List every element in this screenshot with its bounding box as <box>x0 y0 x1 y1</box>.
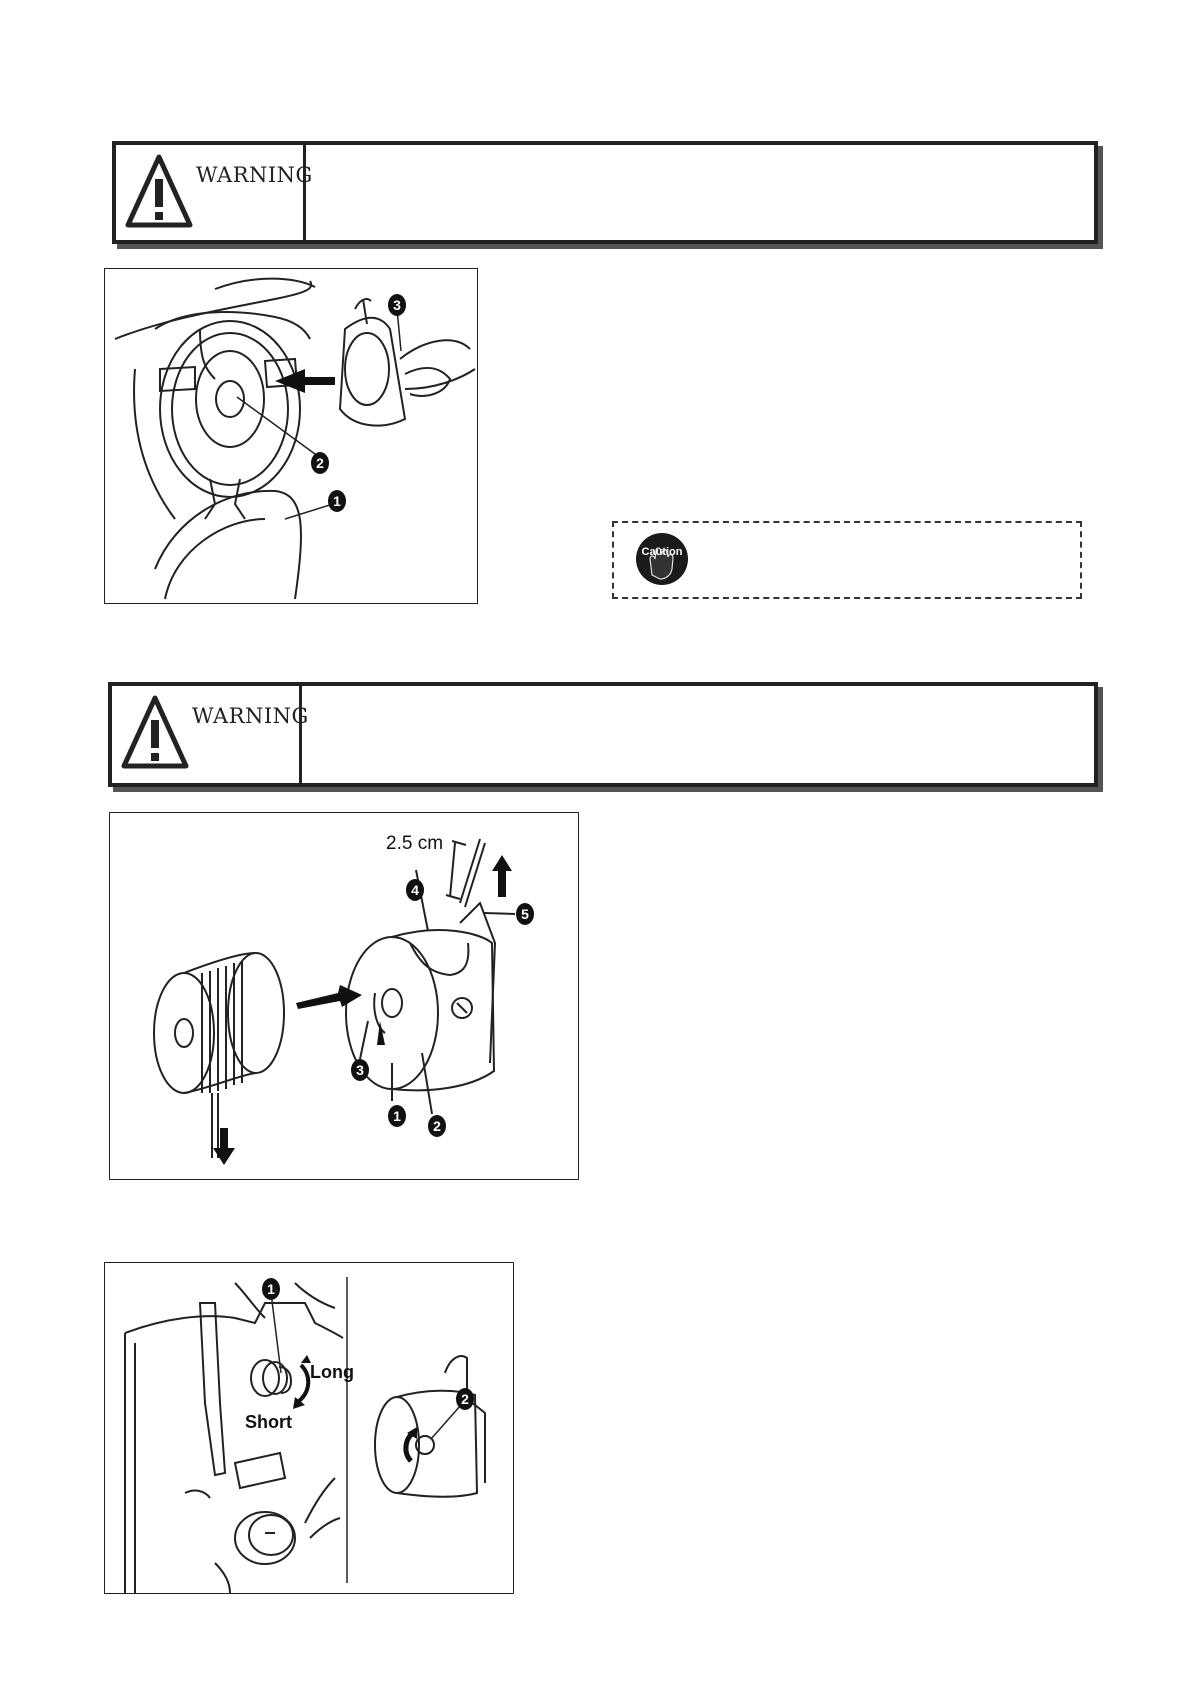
caution-box <box>612 521 1082 599</box>
warning-triangle-icon <box>120 692 190 772</box>
callout-3 <box>351 1059 369 1081</box>
dimension-label: 2.5 cm <box>386 833 444 854</box>
warning-box-1 <box>112 141 1098 244</box>
svg-text:1: 1 <box>267 1281 275 1297</box>
callout-5 <box>516 903 534 925</box>
short-label: Short <box>245 1412 292 1432</box>
callout-1 <box>328 490 346 512</box>
callout-2 <box>311 452 329 474</box>
svg-text:2: 2 <box>433 1118 441 1134</box>
svg-text:4: 4 <box>411 882 419 898</box>
svg-text:2: 2 <box>316 455 324 471</box>
callout-2 <box>456 1388 474 1410</box>
caution-label: Caution <box>641 546 683 558</box>
figure-bobbin-threading <box>109 812 579 1180</box>
thread-length-adjustment-drawing <box>105 1263 513 1593</box>
callout-1 <box>262 1278 280 1300</box>
bobbin-threading-drawing <box>110 813 578 1179</box>
warning-label: WARNING <box>196 163 313 187</box>
svg-text:3: 3 <box>356 1062 364 1078</box>
long-label: Long <box>310 1362 354 1382</box>
svg-text:3: 3 <box>393 297 401 313</box>
warning-header <box>112 686 309 783</box>
svg-text:2: 2 <box>461 1391 469 1407</box>
figure-thread-length-adjustment <box>104 1262 514 1594</box>
bobbin-case-insertion-drawing <box>105 269 477 603</box>
callout-4 <box>406 879 424 901</box>
svg-text:5: 5 <box>521 906 529 922</box>
callout-1 <box>388 1105 406 1127</box>
warning-triangle-icon <box>124 151 194 231</box>
svg-text:1: 1 <box>333 493 341 509</box>
svg-text:1: 1 <box>393 1108 401 1124</box>
caution-hand-icon <box>634 531 690 587</box>
figure-bobbin-case-insertion <box>104 268 478 604</box>
warning-label: WARNING <box>192 704 309 728</box>
callout-2 <box>428 1115 446 1137</box>
warning-box-2 <box>108 682 1098 787</box>
warning-header <box>116 145 313 240</box>
callout-3 <box>388 294 406 316</box>
